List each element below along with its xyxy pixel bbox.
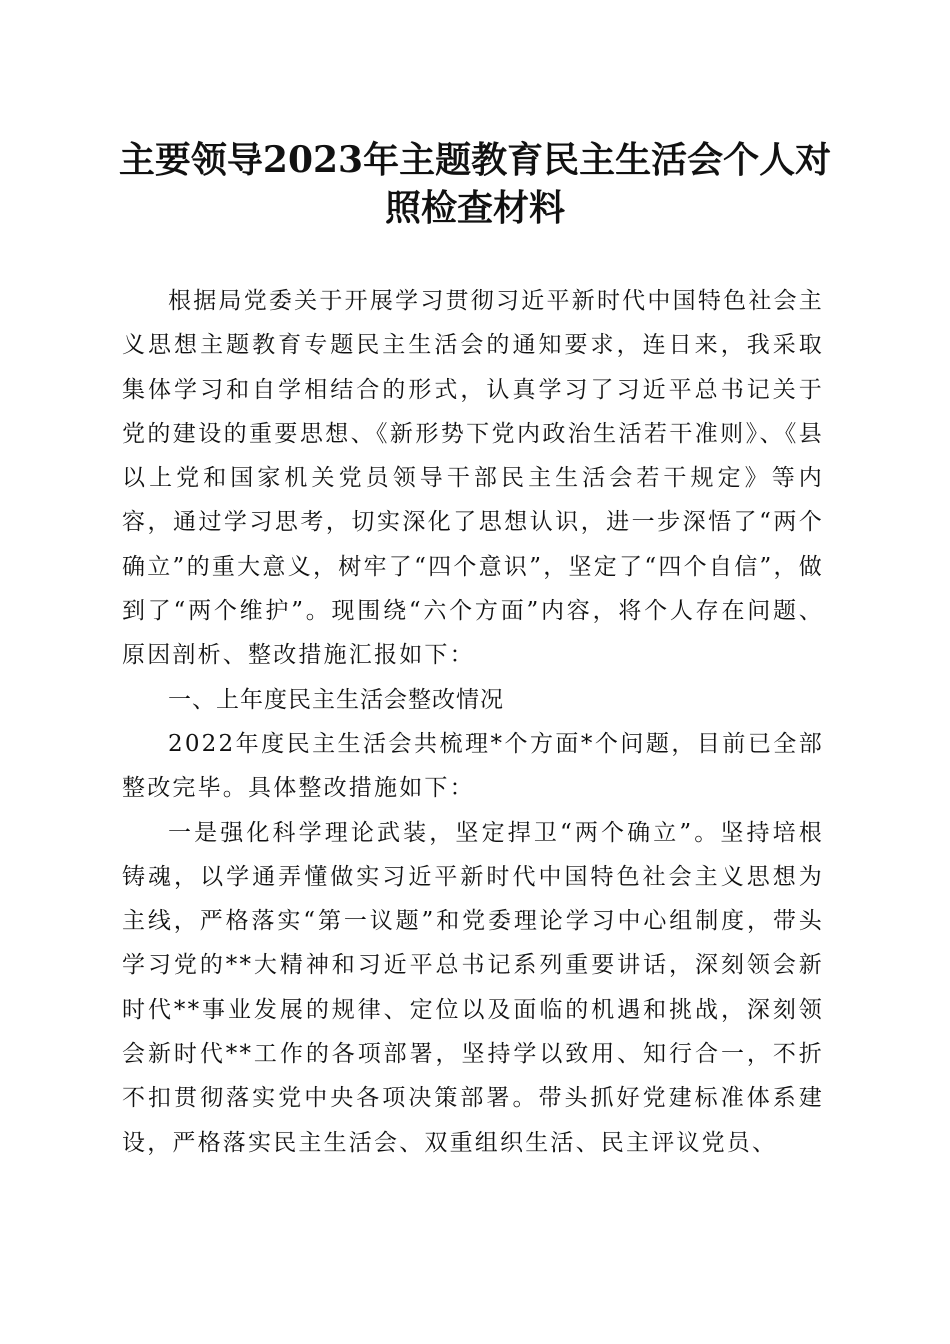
intro-paragraph: 根据局党委关于开展学习贯彻习近平新时代中国特色社会主义思想主题教育专题民主生活会的通知要求，连日来，我采取集体学习和自学相结合的形式，认真学习了习近平总书记关于党的建设的重要思想、《新形势下党内政治生活若干准则》、《县以上党和国家机关党员领导干部民主生活会若干规定》等内容，通过学习思考，切实深化了思想认识，进一步深悟了“两个确立”的重大意义，树牢了“四个意识”，坚定了“四个自信”，做到了“两个维护”。现围绕“六个方面”内容，将个人存在问题、原因剖析、整改措施汇报如下： <box>122 288 824 669</box>
title-line-1: 主要领导2023年主题教育民主生活会个人对 <box>118 139 832 181</box>
section-1-paragraph-1: 2022年度民主生活会共梳理*个方面*个问题，目前已全部整改完毕。具体整改措施如下： <box>122 730 824 802</box>
document-body <box>122 279 824 1165</box>
document-title <box>100 136 850 232</box>
paragraph-lead-sentence: 一是强化科学理论武装，坚定捍卫“两个确立”。 <box>168 819 721 846</box>
title-line-2: 照检查材料 <box>384 187 565 229</box>
section-1-heading: 一、上年度民主生活会整改情况 <box>168 686 504 713</box>
paragraph-body-text: 坚持培根铸魂，以学通弄懂做实习近平新时代中国特色社会主义思想为主线，严格落实“第一议题”和党委理论学习中心组制度，带头学习党的**大精神和习近平总书记系列重要讲话，深刻领会新时代**事业发展的规律、定位以及面临的机遇和挑战，深刻领会新时代**工作的各项部署，坚持学以致用、知行合一，不折不扣贯彻落实党中央各项决策部署。带头抓好党建标准体系建设，严格落实民主生活会、双重组织生活、民主评议党员、 <box>122 819 824 1156</box>
section-1-paragraph-2 <box>122 811 824 1165</box>
